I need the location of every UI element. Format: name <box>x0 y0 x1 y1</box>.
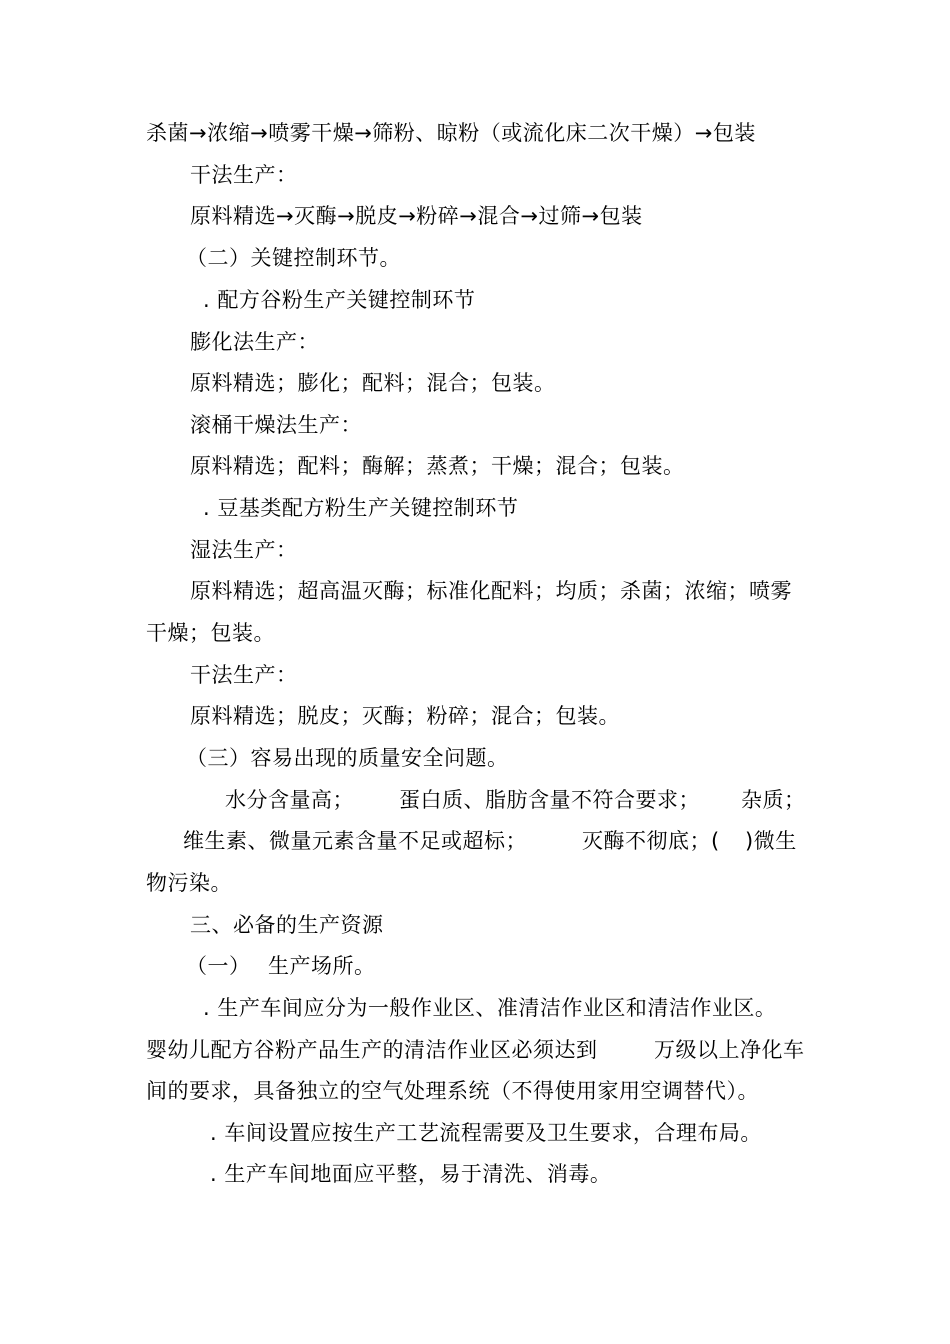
section-key-control: （二）关键控制环节。 <box>186 246 401 270</box>
section-production-resources: 三、必备的生产资源 <box>190 913 384 937</box>
drum-drying-steps: 原料精选；配料；酶解；蒸煮；干燥；混合；包装。 <box>190 454 685 478</box>
soy-control-heading: . 豆基类配方粉生产关键控制环节 <box>203 496 519 520</box>
issue-enzyme: 灭酶不彻底；( <box>582 829 720 853</box>
issue-vitamins: 维生素、微量元素含量不足或超标； <box>183 829 527 853</box>
puffing-steps: 原料精选；膨化；配料；混合；包装。 <box>190 371 556 395</box>
issue-impurities: 杂质； <box>741 788 806 812</box>
dry-method-heading: 干法生产： <box>190 163 298 187</box>
cereal-control-heading: . 配方谷粉生产关键控制环节 <box>203 288 476 312</box>
wet-method-steps-line2: 干燥；包装。 <box>146 621 275 645</box>
site-para1-line2-a: 婴幼儿配方谷粉产品生产的清洁作业区必须达到 <box>146 1038 598 1062</box>
drum-drying-heading: 滚桶干燥法生产： <box>190 413 362 437</box>
site-para1-line1: . 生产车间应分为一般作业区、准清洁作业区和清洁作业区。 <box>203 996 777 1020</box>
subsection-title: 生产场所。 <box>268 954 376 978</box>
wet-method-steps-line1: 原料精选；超高温灭酶；标准化配料；均质；杀菌；浓缩；喷雾 <box>190 579 792 603</box>
puffing-method-heading: 膨化法生产： <box>190 330 319 354</box>
issue-microbial-end: 物污染。 <box>146 871 232 895</box>
dry-method-heading-2: 干法生产： <box>190 663 298 687</box>
subsection-number: （一） <box>186 954 251 978</box>
site-para1-line2-b: 万级以上净化车 <box>654 1038 805 1062</box>
wet-method-heading: 湿法生产： <box>190 538 298 562</box>
site-para2: . 车间设置应按生产工艺流程需要及卫生要求，合理布局。 <box>210 1121 762 1145</box>
subsection-production-site <box>0 951 950 981</box>
process-flow-wet-end: 杀菌→浓缩→喷雾干燥→筛粉、晾粉（或流化床二次干燥）→包装 <box>146 121 756 145</box>
issue-protein-fat: 蛋白质、脂肪含量不符合要求； <box>399 788 700 812</box>
process-flow-dry: 原料精选→灭酶→脱皮→粉碎→混合→过筛→包装 <box>190 204 643 228</box>
section-quality-issues: （三）容易出现的质量安全问题。 <box>186 746 509 770</box>
site-para1-line3: 间的要求，具备独立的空气处理系统（不得使用家用空调替代）。 <box>146 1079 759 1103</box>
issue-microbial-start: )微生 <box>745 829 797 853</box>
dry-method-steps: 原料精选；脱皮；灭酶；粉碎；混合；包装。 <box>190 704 620 728</box>
site-para3: . 生产车间地面应平整，易于清洗、消毒。 <box>210 1162 612 1186</box>
issue-moisture: 水分含量高； <box>225 788 354 812</box>
site-para1-line2 <box>0 1035 950 1065</box>
quality-issues-row1 <box>0 785 950 815</box>
quality-issues-row2 <box>0 826 950 856</box>
